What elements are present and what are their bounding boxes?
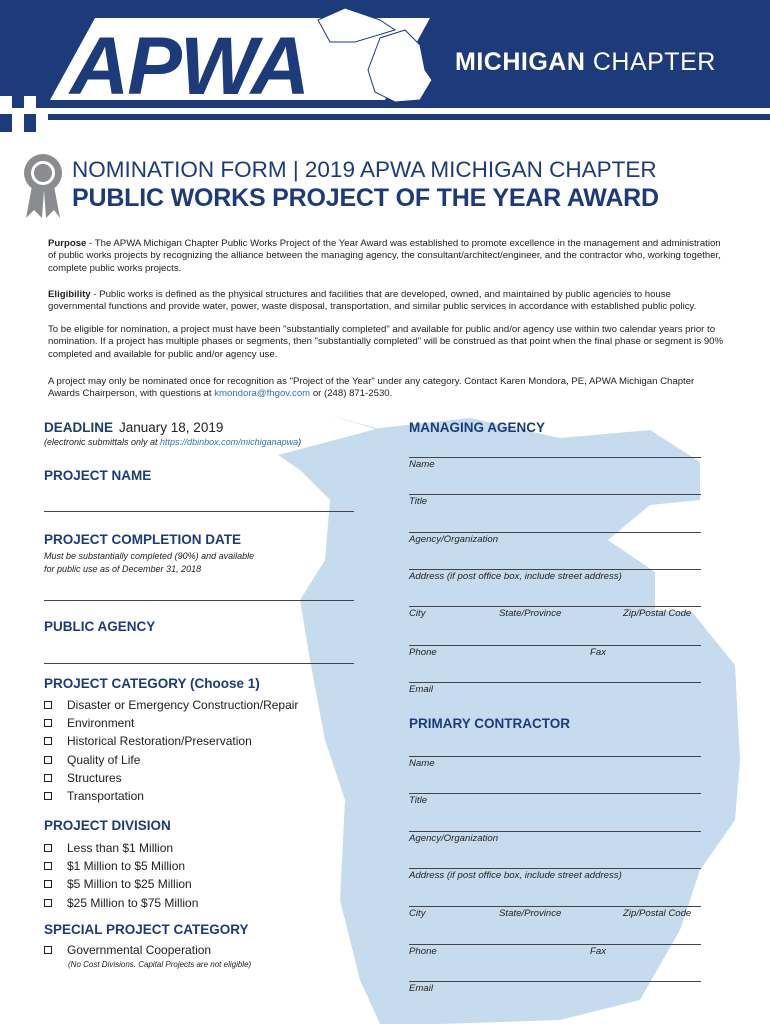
award-title: PUBLIC WORKS PROJECT OF THE YEAR AWARD [72, 184, 659, 212]
contractor-state-label: State/Province [499, 908, 562, 919]
managing-org-label: Agency/Organization [409, 534, 499, 545]
completion-note [44, 550, 254, 576]
managing-title-line[interactable] [409, 494, 701, 495]
contractor-phone-label: Phone [409, 946, 437, 957]
special-category-list [44, 941, 211, 959]
category-label: Transportation [67, 789, 144, 804]
checkbox[interactable] [44, 899, 52, 907]
checkbox[interactable] [44, 792, 52, 800]
category-label: Historical Restoration/Preservation [67, 734, 252, 749]
checkbox[interactable] [44, 701, 52, 709]
contractor-city-line[interactable] [409, 906, 701, 907]
contractor-org-line[interactable] [409, 831, 701, 832]
category-heading: PROJECT CATEGORY (Choose 1) [44, 676, 260, 691]
checkbox[interactable] [44, 862, 52, 870]
special-category-heading: SPECIAL PROJECT CATEGORY [44, 922, 249, 937]
category-option[interactable] [44, 714, 298, 732]
division-option[interactable] [44, 839, 198, 857]
managing-city-label: City [409, 608, 426, 619]
nomination-limit-text: A project may only be nominated once for recognition as "Project of the Year" under any category. Contact Karen Mondora, PE, APWA Michigan Chapter Awards Chairperson, with questions at [48, 376, 695, 400]
category-label: Quality of Life [67, 752, 141, 767]
managing-zip-label: Zip/Postal Code [623, 608, 692, 619]
contractor-name-label: Name [409, 758, 435, 769]
category-option[interactable] [44, 769, 298, 787]
completion-date-heading: PROJECT COMPLETION DATE [44, 532, 242, 547]
checkbox[interactable] [44, 844, 52, 852]
checkbox[interactable] [44, 946, 52, 954]
managing-address-label: Address (if post office box, include street address) [409, 571, 622, 582]
public-agency-line[interactable] [44, 663, 354, 664]
project-name-heading: PROJECT NAME [44, 468, 152, 483]
contractor-email-label: Email [409, 983, 433, 994]
form-subtitle: NOMINATION FORM | 2019 APWA MICHIGAN CHAPTER [72, 157, 657, 182]
contractor-address-line[interactable] [409, 868, 701, 869]
contractor-address-label: Address (if post office box, include street address) [409, 870, 622, 881]
managing-city-line[interactable] [409, 606, 701, 607]
division-list [44, 839, 198, 912]
contractor-name-line[interactable] [409, 756, 701, 757]
category-option[interactable] [44, 696, 298, 714]
contractor-org-label: Agency/Organization [409, 833, 499, 844]
checkbox[interactable] [44, 737, 52, 745]
completion-note-line1: Must be substantially completed (90%) and available [44, 551, 255, 561]
category-label: Disaster or Emergency Construction/Repair [67, 698, 299, 713]
header-banner [0, 0, 770, 138]
deadline-date: January 18, 2019 [119, 420, 224, 435]
svg-text:APWA: APWA [70, 21, 308, 112]
purpose-text: - The APWA Michigan Chapter Public Works Project of the Year Award was established to promote excellence in the management and administration of public works projects by recognizing the alliance between the managing agency, the consultant/architect/engineer, and the contractor who, working together, complete public works projects. [48, 238, 721, 274]
division-label: $25 Million to $75 Million [67, 895, 199, 910]
division-option[interactable] [44, 875, 198, 893]
contractor-phone-line[interactable] [409, 944, 701, 945]
managing-name-label: Name [409, 459, 435, 470]
special-category-label: Governmental Cooperation [67, 943, 212, 958]
deadline-note [44, 436, 301, 449]
contractor-title-line[interactable] [409, 793, 701, 794]
category-label: Structures [67, 770, 122, 785]
checkbox[interactable] [44, 880, 52, 888]
deadline-note-suffix: ) [298, 437, 302, 447]
managing-phone-label: Phone [409, 647, 437, 658]
category-label: Environment [67, 716, 135, 731]
category-option[interactable] [44, 751, 298, 769]
checkbox[interactable] [44, 774, 52, 782]
contact-email-link[interactable]: kmondora@fhgov.com [214, 388, 311, 400]
contractor-email-line[interactable] [409, 981, 701, 982]
primary-contractor-heading: PRIMARY CONTRACTOR [409, 716, 571, 731]
division-heading: PROJECT DIVISION [44, 818, 171, 833]
division-label: Less than $1 Million [67, 841, 174, 856]
substantial-completion-paragraph: To be eligible for nomination, a project must have been "substantially completed" and available for public and/or agency use within two calendar years prior to nomination. If a project has multiple phases or segments, then "substantially completed" will be construed as that point when the final phase or segment is 90% completed and available for public and/or agency use. [48, 324, 724, 360]
contractor-fax-label: Fax [590, 946, 606, 957]
checkbox[interactable] [44, 756, 52, 764]
chapter-name [455, 48, 716, 77]
eligibility-paragraph [48, 289, 728, 314]
managing-email-label: Email [409, 684, 433, 695]
managing-agency-heading: MANAGING AGENCY [409, 420, 546, 435]
category-option[interactable] [44, 732, 298, 750]
managing-title-label: Title [409, 496, 428, 507]
public-agency-heading: PUBLIC AGENCY [44, 619, 156, 634]
division-label: $1 Million to $5 Million [67, 859, 186, 874]
deadline-label: DEADLINE [44, 420, 114, 435]
purpose-label: Purpose [48, 238, 87, 249]
deadline-heading [44, 420, 223, 435]
contractor-title-label: Title [409, 795, 428, 806]
checkbox[interactable] [44, 719, 52, 727]
managing-address-line[interactable] [409, 569, 701, 570]
deadline-note-prefix: (electronic submittals only at [44, 437, 161, 447]
completion-note-line2: for public use as of December 31, 2018 [44, 564, 202, 574]
award-ribbon-icon [22, 150, 64, 222]
contractor-city-label: City [409, 908, 426, 919]
purpose-paragraph [48, 238, 728, 275]
managing-state-label: State/Province [499, 608, 562, 619]
eligibility-label: Eligibility [48, 289, 91, 300]
contact-phone: or (248) 871-2530. [310, 388, 393, 400]
category-option[interactable] [44, 787, 298, 805]
chapter-name-rest: CHAPTER [592, 48, 716, 76]
division-option[interactable] [44, 894, 198, 912]
managing-email-line[interactable] [409, 682, 701, 683]
managing-fax-label: Fax [590, 647, 606, 658]
special-category-note: (No Cost Divisions. Capital Projects are not eligible) [68, 960, 252, 969]
chapter-name-bold: MICHIGAN [455, 48, 586, 76]
managing-name-line[interactable] [409, 457, 701, 458]
managing-org-line[interactable] [409, 532, 701, 533]
managing-phone-line[interactable] [409, 645, 701, 646]
category-list [44, 696, 298, 805]
nomination-limit-paragraph [48, 376, 728, 401]
eligibility-text: - Public works is defined as the physical structures and facilities that are developed, owned, and maintained by public agencies to house governmental functions and provide water, power, waste disposal, transportation, and similar public services in accordance with established public policy. [48, 289, 697, 313]
division-option[interactable] [44, 857, 198, 875]
project-name-line[interactable] [44, 511, 354, 512]
contractor-zip-label: Zip/Postal Code [623, 908, 692, 919]
division-label: $5 Million to $25 Million [67, 877, 192, 892]
submission-url-link[interactable]: https://dbinbox.com/michiganapwa [160, 437, 299, 447]
completion-date-line[interactable] [44, 600, 354, 601]
special-category-option[interactable] [44, 941, 211, 959]
